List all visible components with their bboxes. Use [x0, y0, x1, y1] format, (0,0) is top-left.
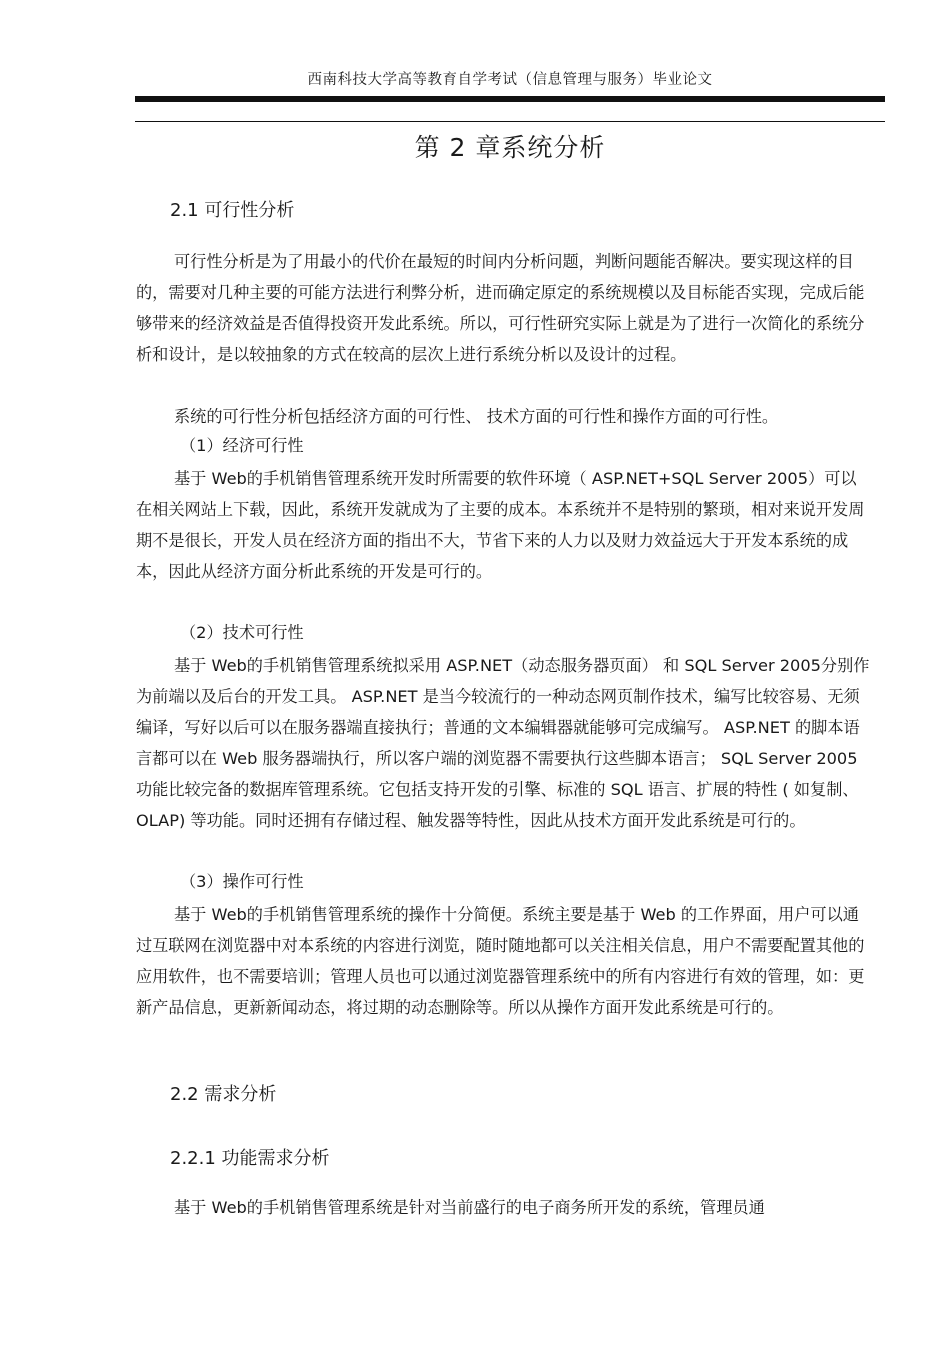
section-heading-2-2-1: 2.2.1 功能需求分析 [170, 1148, 330, 1169]
header-rule-thick [135, 96, 885, 102]
subheading-technical: （2）技术可行性 [180, 623, 304, 642]
running-header: 西南科技大学高等教育自学考试（信息管理与服务）毕业论文 [307, 72, 713, 88]
paragraph-functional-requirements: 基于 Web的手机销售管理系统是针对当前盛行的电子商务所开发的系统，管理员通 [174, 1198, 765, 1217]
subheading-economic: （1）经济可行性 [180, 436, 304, 455]
subheading-operational: （3）操作可行性 [180, 872, 304, 891]
paragraph-economic: 基于 Web的手机销售管理系统开发时所需要的软件环境（ ASP.NET+SQL Server 2005）可以在相关网站上下载，因此，系统开发就成为了主要的成本。本系统并不是特别的繁琐，相对来说开发周期不是很长，开发人员在经济方面的指出不大，节省下来的人力以及财力效益远大于开发本系统的成本，因此从经济方面分析此系统的开发是可行的。 [136, 469, 865, 581]
paragraph-feasibility-intro: 可行性分析是为了用最小的代价在最短的时间内分析问题，判断问题能否解决。要实现这样的目的，需要对几种主要的可能方法进行利弊分析，进而确定原定的系统规模以及目标能否实现，完成后能够带来的经济效益是否值得投资开发此系统。所以，可行性研究实际上就是为了进行一次简化的系统分析和设计，是以较抽象的方式在较高的层次上进行系统分析以及设计的过程。 [136, 252, 865, 364]
paragraph-technical: 基于 Web的手机销售管理系统拟采用 ASP.NET（动态服务器页面） 和 SQL Server 2005分别作为前端以及后台的开发工具。 ASP.NET 是当今较流行的一种动态网页制作技术，编写比较容易、无须编译，写好以后可以在服务器端直接执行；普通的文本编辑器就能够可完成编写。 ASP.NET 的脚本语言都可以在 Web 服务器端执行，所以客户端的浏览器不需要执行这些脚本语言； SQL Server 2005功能比较完备的数据库管理系统。它包括支持开发的引擎、标准的 SQL 语言、扩展的特性 ( 如复制、 OLAP) 等功能。同时还拥有存储过程、触发器等特性，因此从技术方面开发此系统是可行的。 [136, 656, 870, 830]
section-heading-2-2: 2.2 需求分析 [170, 1084, 277, 1105]
header-rule-thin [135, 121, 885, 122]
paragraph-feasibility-scope: 系统的可行性分析包括经济方面的可行性、 技术方面的可行性和操作方面的可行性。 [174, 407, 779, 426]
section-heading-2-1: 2.1 可行性分析 [170, 200, 295, 221]
paragraph-operational: 基于 Web的手机销售管理系统的操作十分简便。系统主要是基于 Web 的工作界面，用户可以通过互联网在浏览器中对本系统的内容进行浏览，随时随地都可以关注相关信息，用户不需要配置其他的应用软件，也不需要培训；管理人员也可以通过浏览器管理系统中的所有内容进行有效的管理，如：更新产品信息，更新新闻动态，将过期的动态删除等。所以从操作方面开发此系统是可行的。 [136, 905, 865, 1017]
chapter-title: 第 2 章系统分析 [414, 133, 606, 162]
